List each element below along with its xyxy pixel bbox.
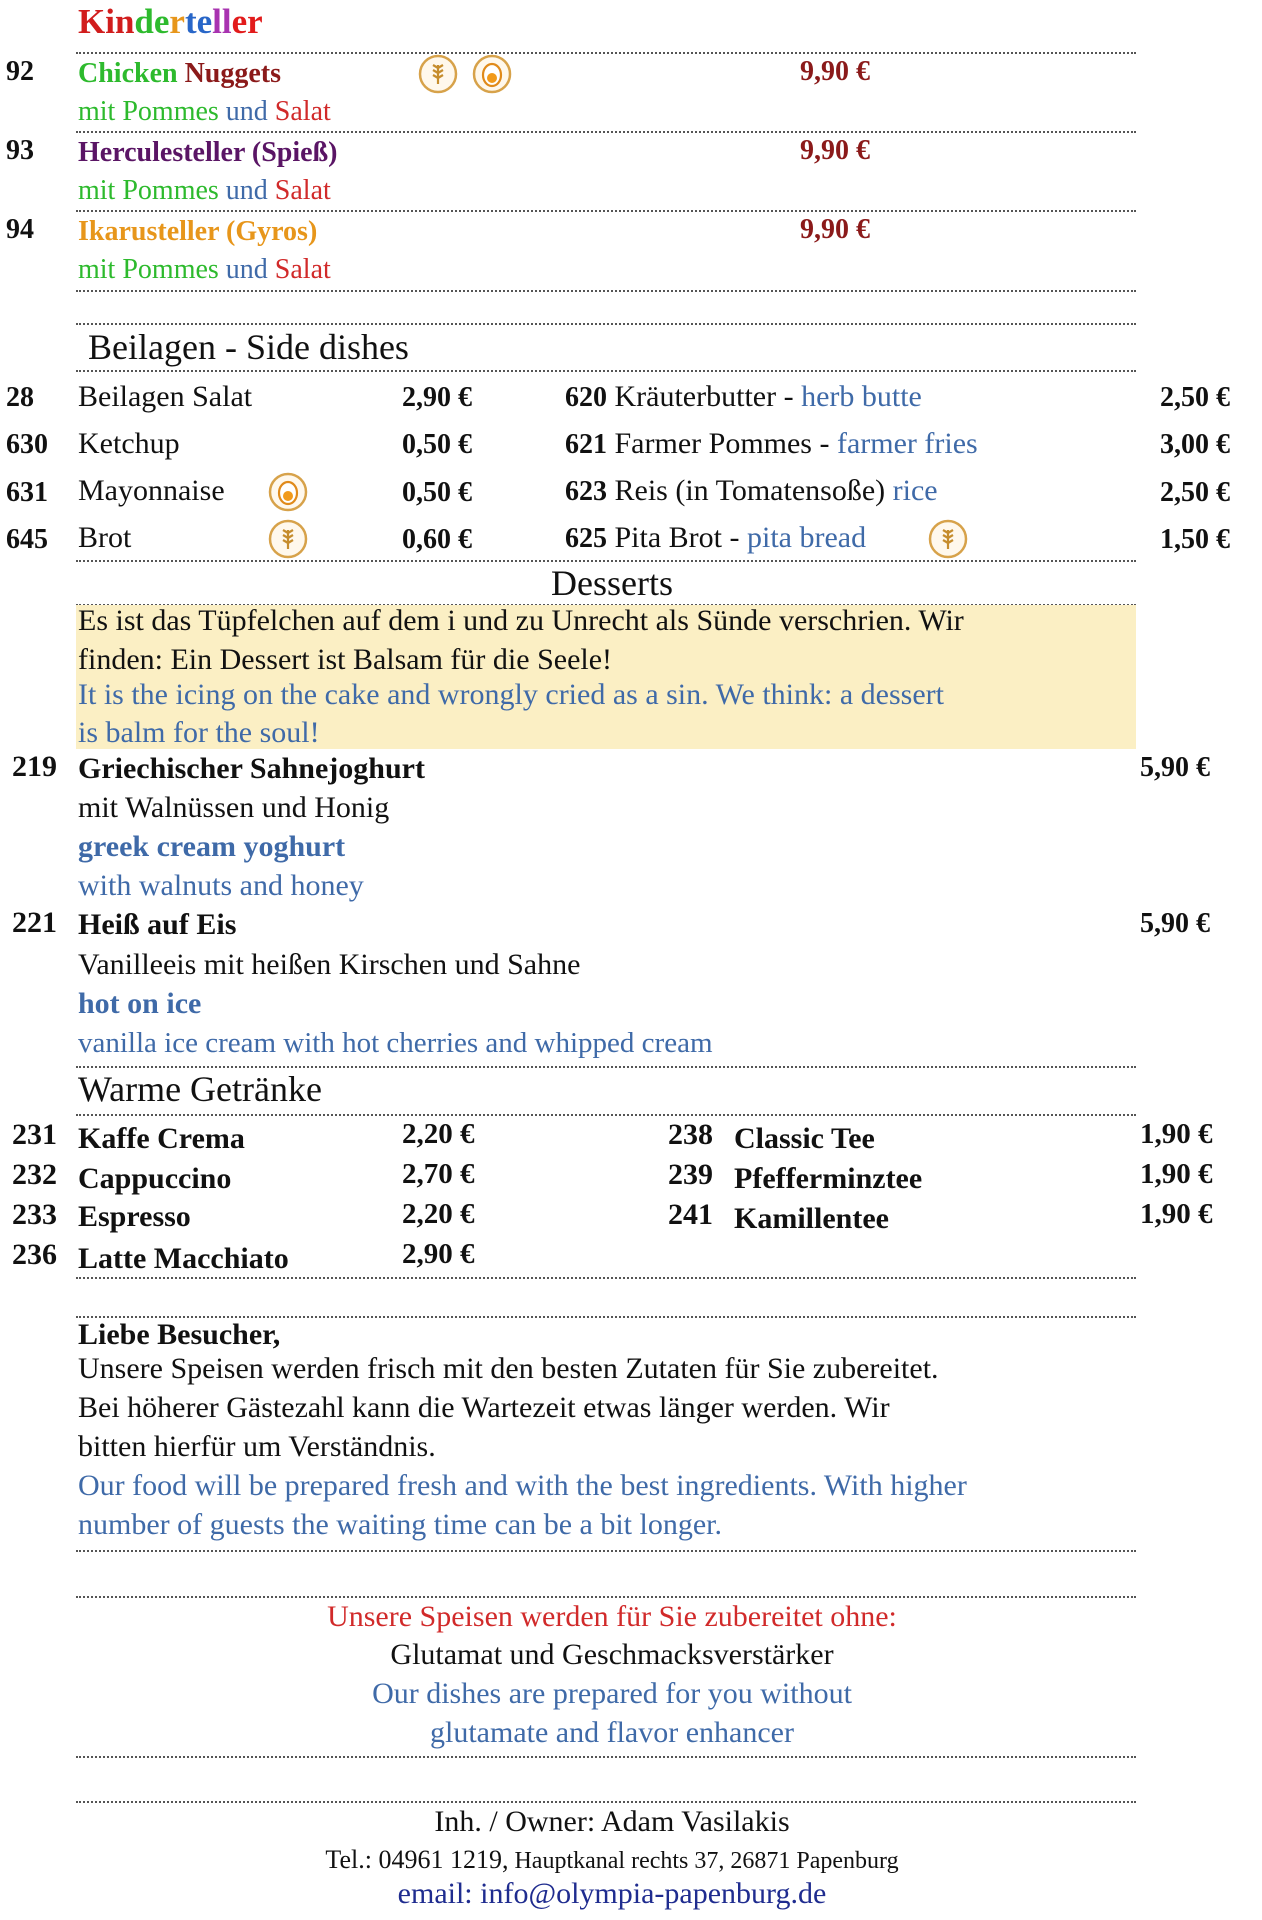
notice-de: Unsere Speisen werden frisch mit den besten Zutaten für Sie zubereitet.: [78, 1352, 939, 1385]
side-price: 2,90 €: [402, 382, 472, 413]
side-number: 621: [565, 429, 607, 460]
side-name: Beilagen Salat: [78, 380, 253, 413]
drink-price: 1,90 €: [1140, 1158, 1213, 1190]
side-name-en: farmer fries: [836, 427, 978, 460]
side-name-en: rice: [892, 474, 938, 507]
dessert-name: Griechischer Sahnejoghurt: [78, 752, 425, 785]
drink-price: 2,20 €: [402, 1118, 475, 1150]
kids-title-part: er: [231, 2, 263, 41]
item-description: [78, 96, 331, 128]
divider: [76, 131, 1136, 133]
drink-number: 231: [12, 1118, 57, 1151]
drink-price: 2,90 €: [402, 1238, 475, 1270]
dessert-desc-en: vanilla ice cream with hot cherries and whipped cream: [78, 1027, 713, 1059]
side-number: 625: [565, 523, 607, 554]
dessert-price: 5,90 €: [1140, 752, 1210, 783]
wheat-icon: [418, 54, 458, 94]
drink-number: 236: [12, 1238, 57, 1271]
kids-title-part: Kin: [78, 2, 135, 41]
side-name: Reis (in Tomatensoße): [614, 474, 893, 507]
desc-part: mit Pommes: [78, 96, 219, 127]
desc-part: Salat: [274, 254, 331, 285]
drink-name: Cappuccino: [78, 1162, 232, 1195]
side-item: [565, 474, 938, 508]
notice-en: number of guests the waiting time can be a bit longer.: [78, 1508, 723, 1541]
item-name-part: Chicken: [78, 58, 185, 89]
dessert-intro-en: It is the icing on the cake and wrongly cried as a sin. We think: a dessert: [78, 678, 944, 711]
free-from-de: Glutamat und Geschmacksverstärker: [390, 1638, 834, 1671]
dessert-desc-en: with walnuts and honey: [78, 869, 364, 902]
divider: [76, 1277, 1136, 1279]
side-name: Kräuterbutter -: [614, 380, 802, 413]
desc-part: mit Pommes: [78, 254, 219, 285]
dessert-name-en: greek cream yoghurt: [78, 830, 346, 863]
drink-price: 1,90 €: [1140, 1198, 1213, 1230]
side-name: Ketchup: [78, 427, 180, 460]
footer-address: Hauptkanal rechts 37, 26871 Papenburg: [508, 1848, 899, 1874]
desc-part: Salat: [274, 96, 331, 127]
item-name: [78, 58, 281, 90]
divider: [76, 1756, 1136, 1758]
egg-icon: [472, 54, 512, 94]
footer-tel: Tel.: 04961 1219,: [325, 1845, 509, 1874]
side-price: 1,50 €: [1160, 524, 1230, 555]
side-name: Pita Brot -: [614, 521, 747, 554]
item-number: 92: [6, 56, 34, 87]
dessert-number: 219: [12, 750, 57, 783]
divider: [76, 290, 1136, 292]
side-price: 0,50 €: [402, 429, 472, 460]
divider: [76, 370, 1136, 372]
dessert-desc: Vanilleeis mit heißen Kirschen und Sahne: [78, 948, 581, 981]
side-number: 631: [6, 477, 48, 508]
item-price: 9,90 €: [800, 214, 870, 245]
egg-icon: [268, 472, 308, 512]
desc-part: mit Pommes: [78, 175, 219, 206]
kids-title-part: te: [184, 2, 213, 41]
drink-name: Espresso: [78, 1200, 191, 1233]
divider: [76, 1114, 1136, 1116]
dessert-name-en: hot on ice: [78, 987, 202, 1020]
drink-name: Kaffe Crema: [78, 1122, 245, 1155]
drink-name: Pfefferminztee: [734, 1162, 923, 1195]
notice-de: Bei höherer Gästezahl kann die Wartezeit etwas länger werden. Wir: [78, 1391, 890, 1424]
dessert-intro-en: is balm for the soul!: [78, 716, 320, 749]
drink-number: 241: [668, 1198, 713, 1231]
dessert-intro-de: finden: Ein Dessert ist Balsam für die Seele!: [78, 643, 613, 676]
side-name: Farmer Pommes -: [614, 427, 837, 460]
side-item: [565, 380, 922, 414]
side-number: 645: [6, 524, 48, 555]
dessert-number: 221: [12, 906, 57, 939]
free-from-de: Unsere Speisen werden für Sie zubereitet ohne:: [327, 1600, 897, 1633]
wheat-icon: [268, 519, 308, 559]
kids-title-part: de: [134, 2, 170, 41]
side-number: 623: [565, 476, 607, 507]
desc-part: und: [225, 96, 268, 127]
divider: [76, 52, 1136, 54]
item-price: 9,90 €: [800, 56, 870, 87]
side-item: [565, 521, 866, 555]
divider: [76, 1596, 1136, 1598]
drink-number: 232: [12, 1158, 57, 1191]
side-name: Mayonnaise: [78, 474, 225, 507]
side-name-en: pita bread: [747, 521, 867, 554]
dessert-name: Heiß auf Eis: [78, 908, 237, 941]
notice-en: Our food will be prepared fresh and with the best ingredients. With higher: [78, 1469, 967, 1502]
side-price: 2,50 €: [1160, 477, 1230, 508]
desc-part: Salat: [274, 175, 331, 206]
drink-price: 2,20 €: [402, 1198, 475, 1230]
side-item: [565, 427, 978, 461]
drink-number: 238: [668, 1118, 713, 1151]
free-from-en: glutamate and flavor enhancer: [430, 1716, 794, 1749]
side-number: 28: [6, 382, 34, 413]
kids-title: [78, 2, 263, 42]
item-description: [78, 254, 331, 286]
notice-de: bitten hierfür um Verständnis.: [78, 1430, 436, 1463]
dessert-price: 5,90 €: [1140, 908, 1210, 939]
side-name: Brot: [78, 521, 132, 554]
drink-price: 1,90 €: [1140, 1118, 1213, 1150]
item-number: 94: [6, 214, 34, 245]
item-name: Ikarusteller (Gyros): [78, 216, 318, 247]
divider: [76, 323, 1136, 325]
item-name-part: Nuggets: [184, 58, 282, 89]
drink-name: Kamillentee: [734, 1202, 889, 1235]
item-price: 9,90 €: [800, 135, 870, 166]
side-price: 0,60 €: [402, 524, 472, 555]
side-price: 0,50 €: [402, 477, 472, 508]
side-name-en: herb butte: [801, 380, 922, 413]
item-name: Herculesteller (Spieß): [78, 137, 338, 168]
side-price: 2,50 €: [1160, 382, 1230, 413]
section-title-desserts: Desserts: [551, 563, 673, 603]
divider: [76, 210, 1136, 212]
drink-name: Classic Tee: [734, 1122, 875, 1155]
wheat-icon: [928, 519, 968, 559]
drink-number: 239: [668, 1158, 713, 1191]
side-price: 3,00 €: [1160, 429, 1230, 460]
section-title-sides: Beilagen - Side dishes: [88, 327, 409, 367]
free-from-en: Our dishes are prepared for you without: [372, 1677, 852, 1710]
desc-part: und: [225, 254, 268, 285]
item-description: [78, 175, 331, 207]
item-number: 93: [6, 135, 34, 166]
drink-name: Latte Macchiato: [78, 1242, 289, 1275]
drink-price: 2,70 €: [402, 1158, 475, 1190]
side-number: 620: [565, 382, 607, 413]
side-number: 630: [6, 429, 48, 460]
divider: [76, 1801, 1136, 1803]
kids-title-part: r: [169, 2, 185, 41]
drink-number: 233: [12, 1198, 57, 1231]
desc-part: und: [225, 175, 268, 206]
dessert-desc: mit Walnüssen und Honig: [78, 791, 390, 824]
notice-heading: Liebe Besucher,: [78, 1318, 281, 1351]
divider: [76, 1550, 1136, 1552]
footer-owner: Inh. / Owner: Adam Vasilakis: [434, 1805, 790, 1838]
section-title-drinks: Warme Getränke: [78, 1069, 322, 1109]
kids-title-part: ll: [212, 2, 232, 41]
footer-contact: [0, 1845, 1224, 1875]
dessert-intro-de: Es ist das Tüpfelchen auf dem i und zu Unrecht als Sünde verschrien. Wir: [78, 604, 964, 637]
footer-email[interactable]: email: info@olympia-papenburg.de: [397, 1877, 827, 1910]
